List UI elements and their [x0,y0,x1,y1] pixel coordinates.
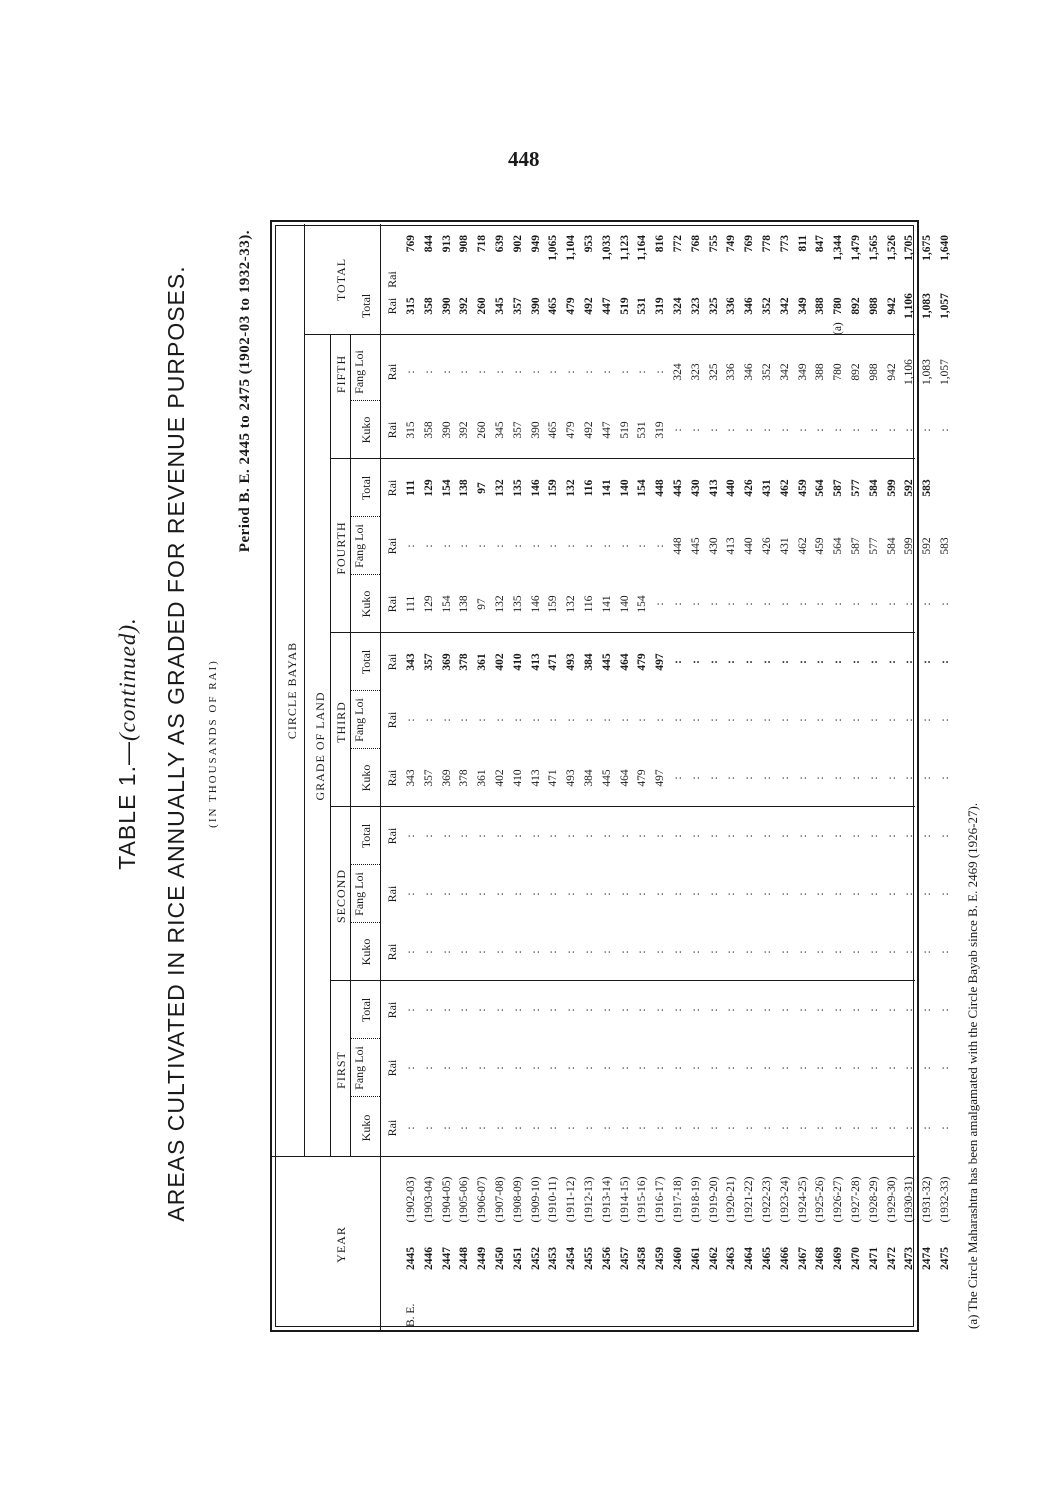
header-sub-3-3: Total [359,649,373,675]
unit-label-col-3: Rai [385,1001,399,1019]
header-sub-4-1: Kuko [359,590,373,618]
unit-label-col-8: Rai [385,711,399,729]
header-sub-3-2: Fang Loi [352,698,366,742]
header-sub-2-2: Fang Loi [352,872,366,916]
unit-label-col-4: Rai [385,943,399,961]
table-subtitle: AREAS CULTIVATED IN RICE ANNUALLY AS GRADED FOR REVENUE PURPOSES. [163,265,189,1222]
column-be-years: 2445 2446 2447 2448 2449 2450 2451 2452 2453 2454 2455 2456 2457 2458 2459 2460 2461 2462 2463 2464 2465 2466 2467 2468 2469 2470 2471 2472 2473 2474 2475 [405,1247,951,1270]
unit-label-col-6: Rai [385,827,399,845]
header-grade-4: FOURTH [334,521,348,575]
header-sub-5-1: Kuko [359,416,373,444]
unit-label-col-2: Rai [385,1059,399,1077]
grand-total-note: (a) [832,322,845,335]
column-fourth-kuko: 111 129 154 138 97 132 135 146 159 132 116 141 140 154 : : : : : : : : : : : : : : : : : [405,595,951,613]
unit-label-total: Rai [385,271,399,288]
header-grade-3: THIRD [334,701,348,743]
unit-label-col-7: Rai [385,769,399,787]
header-sub-1-1: Kuko [359,1114,373,1142]
column-ad-years: (1902-03) (1903-04) (1904-05) (1905-06) (1906-07) (1907-08) (1908-09) (1909-10) (1910-11) (1911-12) (1912-13) (1913-14) (1914-15) (1915-16) (1916-17) (1917-18) (1918-19) (1919-20) (1920-21) (1921-22) (1922-23) (1923-24) (1924-25) (1925-26) (1926-27) (1927-28) (1928-29) (1929-30) (1930-31) (1931-32) (1932-33) [405,1176,951,1223]
header-grade-1: FIRST [334,1051,348,1089]
header-grade: GRADE OF LAND [313,691,327,801]
page-number: 448 [508,147,540,171]
table-title: TABLE 1.—(continued). [114,617,140,870]
column-third-kuko: 343 357 369 378 361 402 410 413 471 493 384 445 464 479 497 : : : : : : : : : : : : : : : : [405,769,951,787]
column-empty-5: : : : : : : : : : : : : : : : : : : : : : : : : : : : : : : : [405,892,951,896]
header-sub-3-1: Kuko [359,764,373,792]
header-sub-2-1: Kuko [359,938,373,966]
unit-label-col-9: Rai [385,653,399,671]
column-empty-3: : : : : : : : : : : : : : : : : : : : : : : : : : : : : : : : [405,1008,951,1012]
rule-header-bottom [380,224,381,1332]
unit-label-col-1: Rai [385,1119,399,1137]
column-third-fang-loi: : : : : : : : : : : : : : : : : : : : : : : : : : : : : : : : [405,718,951,722]
header-sub-1-3: Total [359,997,373,1023]
be-prefix: B. E. [405,1303,417,1327]
unit-label-col-13: Rai [385,421,399,439]
units-note: (IN THOUSANDS OF RAI) [207,659,219,828]
header-sub-2-3: Total [359,823,373,849]
unit-label-col-10: Rai [385,595,399,613]
header-year: YEAR [334,1226,348,1263]
column-grand-total: 769 844 913 908 718 639 902 949 1,065 1,104 953 1,033 1,123 1,164 816 772 768 755 749 769 778 773 811 847 1,344 1,479 1,565 1,526 1,705 1,675 1,640 [405,235,951,261]
column-empty-2: : : : : : : : : : : : : : : : : : : : : : : : : : : : : : : : [405,1066,951,1070]
unit-label-col-11: Rai [385,537,399,555]
column-fifth-total: 315 358 390 392 260 345 357 390 465 479 492 447 519 531 319 324 323 325 336 346 352 342 349 388 780 892 988 942 1,106 1,083 1,057 [405,293,951,319]
header-sub-1-2: Fang Loi [352,1046,366,1090]
column-empty-4: : : : : : : : : : : : : : : : : : : : : : : : : : : : : : : : [405,950,951,954]
column-fifth-fang-loi: : : : : : : : : : : : : : : : 324 323 325 336 346 352 342 349 388 780 892 988 942 1,106 1,083 1,057 [405,359,951,385]
header-grade-5: FIFTH [334,354,348,394]
unit-label-col-14: Rai [385,363,399,381]
unit-label-col-15: Rai [385,297,399,315]
header-total: TOTAL [334,257,348,302]
column-third-total: 343 357 369 378 361 402 410 413 471 493 384 445 464 479 497 : : : : : : : : : : : : : : : : [405,653,951,671]
header-sub-4-3: Total [359,475,373,501]
column-empty-1: : : : : : : : : : : : : : : : : : : : : : : : : : : : : : : : [405,1126,951,1130]
header-sub-5-2: Fang Loi [352,350,366,394]
column-fourth-fang-loi: : : : : : : : : : : : : : : : 448 445 430 413 440 426 431 462 459 564 587 577 584 599 592 583 [405,537,951,555]
column-empty-6: : : : : : : : : : : : : : : : : : : : : : : : : : : : : : : : [405,834,951,838]
header-grade-2: SECOND [334,869,348,924]
footnote: (a) The Circle Maharashtra has been amalgamated with the Circle Bayab since B. E. 2469 (1926-27). [965,802,980,1329]
header-sub-4-2: Fang Loi [352,524,366,568]
column-fourth-total: 111 129 154 138 97 132 135 146 159 132 116 141 140 154 448 445 430 413 440 426 431 462 459 564 587 577 584 599 592 583 [405,479,934,497]
period-line: Period B. E. 2445 to 2475 (1902-03 to 1932-33). [237,230,253,553]
column-fifth-kuko: 315 358 390 392 260 345 357 390 465 479 492 447 519 531 319 : : : : : : : : : : : : : : : : [405,421,951,439]
header-sub-5-3: Total [359,293,373,319]
header-circle: CIRCLE BAYAB [285,641,299,740]
rule-circle [304,224,305,1157]
unit-label-col-12: Rai [385,479,399,497]
unit-label-col-5: Rai [385,885,399,903]
